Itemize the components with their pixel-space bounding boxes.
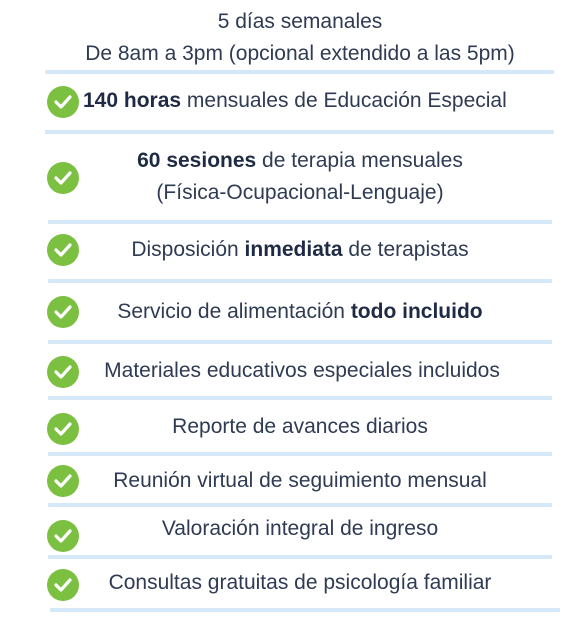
divider xyxy=(48,279,552,283)
feature-rest: mensuales de Educación Especial xyxy=(181,89,507,112)
feature-text xyxy=(98,146,502,176)
feature-rest: de terapistas xyxy=(342,238,469,261)
feature-text xyxy=(98,235,502,265)
check-circle-icon xyxy=(47,86,79,118)
schedule-hours: De 8am a 3pm (opcional extendido a las 5pm) xyxy=(85,42,515,65)
feature-text: Valoración integral de ingreso xyxy=(161,517,439,540)
divider xyxy=(48,220,552,224)
divider xyxy=(50,608,560,612)
feature-text xyxy=(83,86,507,116)
divider xyxy=(48,503,552,507)
feature-text: Reunión virtual de seguimiento mensual xyxy=(113,469,487,492)
feature-text: Materiales educativos especiales incluidos xyxy=(104,359,500,382)
feature-lead: Disposición xyxy=(131,238,245,261)
check-circle-icon xyxy=(47,162,79,194)
feature-text: Consultas gratuitas de psicología familiar xyxy=(108,571,492,594)
check-circle-icon xyxy=(47,569,79,601)
divider xyxy=(48,555,552,559)
feature-bold: 140 horas xyxy=(83,89,182,112)
schedule-days: 5 días semanales xyxy=(217,10,383,33)
feature-lead: Servicio de alimentación xyxy=(117,300,351,323)
check-circle-icon xyxy=(47,296,79,328)
feature-bold: 60 sesiones xyxy=(137,149,257,172)
check-circle-icon xyxy=(47,413,79,445)
check-circle-icon xyxy=(47,520,79,552)
feature-text xyxy=(98,297,502,327)
feature-text-line2: (Física-Ocupacional-Lenguaje) xyxy=(156,181,444,204)
check-circle-icon xyxy=(47,356,79,388)
feature-rest: de terapia mensuales xyxy=(256,149,463,172)
divider xyxy=(48,452,552,456)
feature-bold: todo incluido xyxy=(350,300,483,323)
divider xyxy=(48,340,552,344)
feature-text: Reporte de avances diarios xyxy=(172,415,428,438)
check-circle-icon xyxy=(47,465,79,497)
check-circle-icon xyxy=(47,234,79,266)
feature-bold: inmediata xyxy=(244,238,343,261)
divider xyxy=(48,396,552,400)
divider xyxy=(45,130,554,134)
divider xyxy=(45,70,554,74)
